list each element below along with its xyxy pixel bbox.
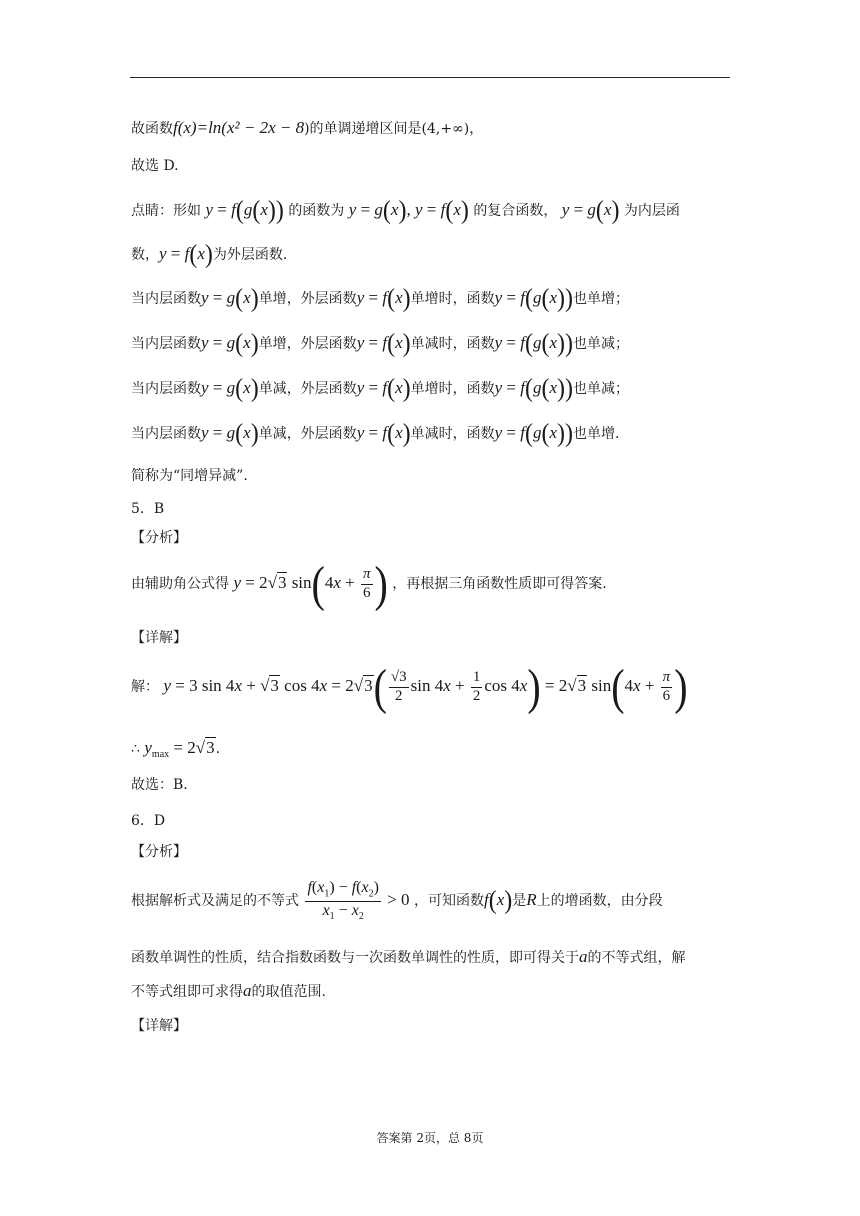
detail-heading-6: 【详解】 bbox=[131, 1018, 187, 1034]
q6-analysis-line-3: 不等式组即可求得a的取值范围. bbox=[131, 981, 326, 1000]
rule-line-4: 当内层函数y = g(x)单减，外层函数y = f(x)单减时，函数y = f(g(x))也单增. bbox=[131, 419, 620, 449]
text-line-1: 故函数f(x)=ln(x² − 2x − 8)的单调递增区间是(4,+∞)， bbox=[131, 118, 484, 137]
q5-analysis-line: 由辅助角公式得 y = 2√3 sin(4x + $\frac{\pi}{6}$ ) ，再根据三角函数性质即可得答案. bbox=[131, 555, 607, 612]
analysis-heading: 【分析】 bbox=[131, 530, 187, 546]
question-5-answer: 5．B bbox=[131, 501, 165, 517]
q5-max-line: ∴ $y_{max} = 2√3$. bbox=[131, 738, 221, 760]
text-line-4: 数，y = f(x)为外层函数. bbox=[131, 240, 288, 270]
summary-line: 简称为“同增异减”. bbox=[131, 468, 248, 484]
rule-line-3: 当内层函数y = g(x)单减，外层函数y = f(x)单增时，函数y = f(g(x))也单减； bbox=[131, 374, 630, 404]
q6-analysis-line-2: 函数单调性的性质，结合指数函数与一次函数单调性的性质，即可得关于a的不等式组，解 bbox=[131, 947, 686, 966]
q6-analysis-line-1: 根据解析式及满足的不等式 $\frac{f(x_1) - f(x_2)}{x_1 - x_2}$ > 0 ，可知函数f(x)是R上的增函数，由分段 bbox=[131, 879, 663, 922]
header-rule bbox=[130, 77, 730, 78]
question-6-answer: 6．D bbox=[131, 813, 166, 829]
text-line-2: 故选 D. bbox=[131, 158, 179, 174]
q5-choose: 故选：B. bbox=[131, 777, 188, 793]
q5-solution-line: 解： y = 3 sin 4x + √3 cos 4x = 2√3( $\frac{√3}{2}$ sin 4x + $\frac{1}{2}$ cos 4x) = 2√3 sin(4x + $\frac{\pi}{6}$ ) bbox=[131, 658, 688, 715]
text-line-3: 点睛：形如 y = f(g(x)) 的函数为 y = g(x), y = f(x) 的复合函数， y = g(x) 为内层函 bbox=[131, 196, 680, 226]
detail-heading: 【详解】 bbox=[131, 630, 187, 646]
analysis-heading-6: 【分析】 bbox=[131, 844, 187, 860]
rule-line-1: 当内层函数y = g(x)单增，外层函数y = f(x)单增时，函数y = f(g(x))也单增； bbox=[131, 284, 630, 314]
rule-line-2: 当内层函数y = g(x)单增，外层函数y = f(x)单减时，函数y = f(g(x))也单减； bbox=[131, 329, 630, 359]
page-footer: 答案第 2页，总 8页 bbox=[376, 1131, 484, 1145]
